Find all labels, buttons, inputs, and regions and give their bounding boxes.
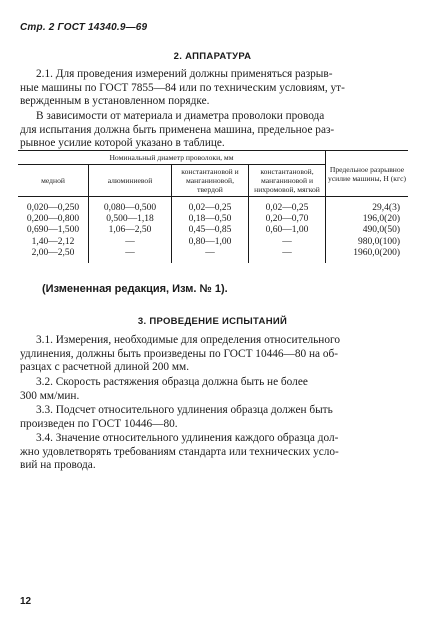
text-line: В зависимости от материала и диаметра проволоки провода bbox=[36, 110, 325, 122]
table-cell: — bbox=[89, 248, 172, 263]
table-row bbox=[18, 248, 408, 263]
table-cell: 0,080—0,500 bbox=[89, 197, 172, 215]
text-line: для испытания должна быть применена машина, предельное раз- bbox=[20, 123, 335, 136]
table-cell: — bbox=[172, 248, 249, 263]
table-cell: — bbox=[249, 237, 326, 248]
force-header: Предельное разрывное усилие машины, Н (кгс) bbox=[326, 151, 409, 197]
text-line: вий на провода. bbox=[20, 459, 96, 472]
text-line: 300 мм/мин. bbox=[20, 389, 80, 402]
page-number: 12 bbox=[20, 596, 32, 607]
paragraph-2-1-cont bbox=[20, 110, 398, 151]
table-cell: 1960,0(200) bbox=[326, 248, 409, 263]
table-cell: 1,06—2,50 bbox=[89, 225, 172, 236]
table-cell: 29,4(3) bbox=[326, 197, 409, 215]
table-cell: 0,690—1,500 bbox=[26, 225, 80, 236]
table-cell: 0,500—1,18 bbox=[89, 214, 172, 225]
text-line: рывное усилие которой указано в таблице. bbox=[20, 137, 225, 150]
table-cell: 1,40—2,12 bbox=[31, 236, 75, 247]
text-line: вержденным в установленном порядке. bbox=[20, 95, 210, 108]
table-cell: — bbox=[249, 248, 326, 263]
table-cell: 0,60—1,00 bbox=[249, 225, 326, 236]
text-line: 3.1. Измерения, необходимые для определения относительного bbox=[36, 334, 340, 346]
paragraph-3-3 bbox=[20, 404, 398, 431]
section-3-title: 3. ПРОВЕДЕНИЕ ИСПЫТАНИЙ bbox=[137, 316, 288, 327]
text-line: удлинения, должны быть произведены по ГОСТ 10446—80 на об- bbox=[20, 347, 338, 360]
table-row bbox=[18, 237, 408, 248]
amendment-note: (Измененная редакция, Изм. № 1). bbox=[42, 283, 228, 295]
table-cell: 0,02—0,25 bbox=[249, 197, 326, 215]
text-line: 3.3. Подсчет относительного удлинения образца должен быть bbox=[36, 404, 333, 416]
text-line: разцах с расчетной длиной 200 мм. bbox=[20, 361, 190, 374]
section-2-title: 2. АППАРАТУРА bbox=[173, 51, 252, 62]
table-cell: 980,0(100) bbox=[326, 237, 409, 248]
text-line: 2.1. Для проведения измерений должны применяться разрыв- bbox=[36, 68, 333, 80]
paragraph-3-2 bbox=[20, 376, 398, 403]
table-cell: 196,0(20) bbox=[326, 214, 409, 225]
table-row bbox=[18, 214, 408, 225]
force-table bbox=[18, 150, 408, 263]
column-header-copper: медной bbox=[18, 165, 89, 197]
column-header-aluminium: алюминиевой bbox=[89, 165, 172, 197]
paragraph-2-1 bbox=[20, 68, 398, 109]
table-cell: 0,020—0,250 bbox=[26, 203, 80, 213]
page-header: Стр. 2 ГОСТ 14340.9—69 bbox=[20, 22, 148, 33]
text-line: произведен по ГОСТ 10446—80. bbox=[20, 417, 178, 430]
text-line: жно удовлетворять требованиям стандарта или технических усло- bbox=[20, 445, 339, 458]
diameter-group-header: Номинальный диаметр проволоки, мм bbox=[18, 151, 326, 165]
table-cell: 0,18—0,50 bbox=[172, 214, 249, 225]
table-cell: 490,0(50) bbox=[326, 225, 409, 236]
table-row bbox=[18, 225, 408, 236]
table-cell: 0,20—0,70 bbox=[249, 214, 326, 225]
table-row bbox=[18, 197, 408, 215]
column-header-hard-alloy: константановой и манганиновой, твердой bbox=[172, 165, 249, 197]
column-header-soft-alloy: константановой, манганиновой и нихромовой, мягкой bbox=[249, 165, 326, 197]
table-cell: 0,200—0,800 bbox=[26, 214, 80, 225]
paragraph-3-1 bbox=[20, 334, 398, 375]
table-cell: 0,45—0,85 bbox=[172, 225, 249, 236]
table-cell: — bbox=[89, 237, 172, 248]
table-cell: 2,00—2,50 bbox=[31, 247, 75, 258]
text-line: ные машины по ГОСТ 7855—84 или по техническим условиям, ут- bbox=[20, 81, 345, 94]
paragraph-3-4 bbox=[20, 432, 398, 473]
table-cell: 0,02—0,25 bbox=[172, 197, 249, 215]
table-cell: 0,80—1,00 bbox=[172, 237, 249, 248]
text-line: 3.2. Скорость растяжения образца должна быть не более bbox=[36, 376, 308, 388]
text-line: 3.4. Значение относительного удлинения каждого образца дол- bbox=[36, 432, 339, 444]
